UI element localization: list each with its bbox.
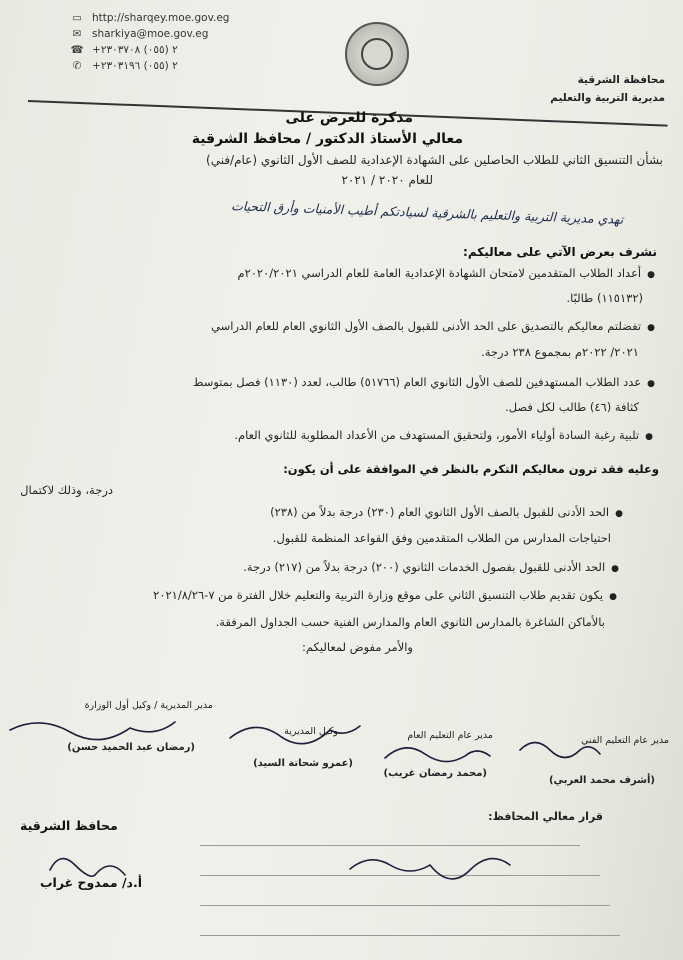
signature-3-title: وكيل المديرية <box>284 726 338 737</box>
request-line: وعليه فقد ترون معاليكم التكرم بالنظر في الموافقة على أن يكون: <box>283 462 659 476</box>
point-3-line-1: ● عدد الطلاب المستهدفين للصف الأول الثانوي العام (٥١٧٦٦) طالب، لعدد (١١٣٠) فصل بمتوسط <box>193 375 655 389</box>
scribble-1 <box>520 743 600 758</box>
point-2-line-2: ٢٠٢١/ ٢٠٢٢م بمجموع ٢٣٨ درجة. <box>481 345 639 359</box>
envelope-icon: ✉ <box>72 28 82 40</box>
phone2-text: +٢ (٠٥٥) ٢٣٠٣١٩٦ <box>92 60 178 72</box>
subject-year: للعام ٢٠٢٠ / ٢٠٢١ <box>341 173 433 187</box>
intro-line: نشرف بعرض الآتي على معاليكم: <box>463 245 657 259</box>
signature-4-title: مدير المديرية / وكيل أول الوزارة <box>84 700 213 711</box>
governor-scribble <box>240 845 540 885</box>
phone1-text: +٢ (٠٥٥) ٢٣٠٣٧٠٨ <box>92 44 178 56</box>
phone-line <box>70 60 178 72</box>
point-2-line-1: ● تفضلتم معاليكم بالتصديق على الحد الأدنى للقبول بالصف الأول الثانوي العام للعام الدراسي <box>211 319 655 333</box>
decision-label: قرار معالي المحافظ: <box>488 810 603 823</box>
phone-icon: ✆ <box>72 60 82 72</box>
governorate-label: محافظة الشرقية <box>577 74 665 86</box>
item-1-line-2: احتياجات المدارس من الطلاب المتقدمين وفق القواعد المنظمة للقبول. <box>272 531 611 545</box>
signature-1-title: مدير عام التعليم الفني <box>581 735 669 746</box>
point-3-line-2: كثافة (٤٦) طالب لكل فصل. <box>505 400 639 414</box>
signatures-scribbles <box>0 690 683 800</box>
directorate-label: مديرية التربية والتعليم <box>550 92 665 104</box>
fax-line <box>70 44 178 56</box>
closing-line: والأمر مفوض لمعاليكم: <box>301 640 413 654</box>
decision-line-4 <box>200 935 620 936</box>
website-text: http://sharqey.moe.gov.eg <box>92 12 230 24</box>
item-1-line-1: ● الحد الأدنى للقبول بالصف الأول الثانوي العام (٢٣٠) درجة بدلاً من (٢٣٨) <box>270 505 623 519</box>
point-4-line-1: ● تلبية رغبة السادة أولياء الأمور، ولتحقيق المستهدف من الأعداد المطلوبة للثانوي العام. <box>234 428 653 442</box>
email-line <box>70 28 208 40</box>
point-1-line-1: ● أعداد الطلاب المتقدمين لامتحان الشهادة الإعدادية العامة للعام الدراسي ٢٠٢٠/٢٠٢١م <box>237 266 655 280</box>
point-1-line-2: (١١٥١٣٢) طالبًا. <box>566 291 643 305</box>
addressee: معالي الأستاذ الدكتور / محافظ الشرقية <box>191 131 463 147</box>
item-3-line-2: بالأماكن الشاغرة بالمدارس الثانوي العام والمدارس الفنية حسب الجداول المرفقة. <box>215 615 605 629</box>
memo-title: مذكرة للعرض على <box>285 110 413 126</box>
item-3-line-1: ● يكون تقديم طلاب التنسيق الثاني على موقع وزارة التربية والتعليم خلال الفترة من ٧-٢٠٢١/٨/٢٦ <box>153 588 617 602</box>
governor-name: أ.د/ ممدوح غراب <box>40 875 142 890</box>
website-line <box>70 12 229 24</box>
greeting-handwritten: تهدي مديرية التربية والتعليم بالشرقية لسيادتكم أطيب الأمنيات وأرق التحيات <box>230 198 624 227</box>
scribble-4 <box>10 722 175 740</box>
decision-line-3 <box>200 905 610 906</box>
governor-title: محافظ الشرقية <box>20 818 118 833</box>
scribble-3 <box>230 726 360 744</box>
email-text: sharkiya@moe.gov.eg <box>92 28 209 40</box>
signature-4-name: (رمضان عبد الحميد حسن) <box>67 742 195 753</box>
item-2-line-1: ● الحد الأدنى للقبول بفصول الخدمات الثانوي (٢٠٠) درجة بدلاً من (٢١٧) درجة. <box>243 560 619 574</box>
subject-line: بشأن التنسيق الثاني للطلاب الحاصلين على الشهادة الإعدادية للصف الأول الثانوي (عام/فني) <box>206 153 663 167</box>
signature-1-name: (أشرف محمد العربي) <box>548 775 655 786</box>
ministry-seal <box>345 22 409 86</box>
fax-icon: ☎ <box>70 44 84 56</box>
signature-2-name: (محمد رمضان غريب) <box>383 768 487 779</box>
governor-signature <box>30 840 150 900</box>
scribble-2 <box>385 748 490 762</box>
request-tail: درجة، وذلك لاكتمال <box>20 483 113 497</box>
monitor-icon: ▭ <box>72 12 82 24</box>
signature-3-name: (عمرو شحاتة السيد) <box>253 758 353 769</box>
signature-2-title: مدير عام التعليم العام <box>407 730 493 741</box>
